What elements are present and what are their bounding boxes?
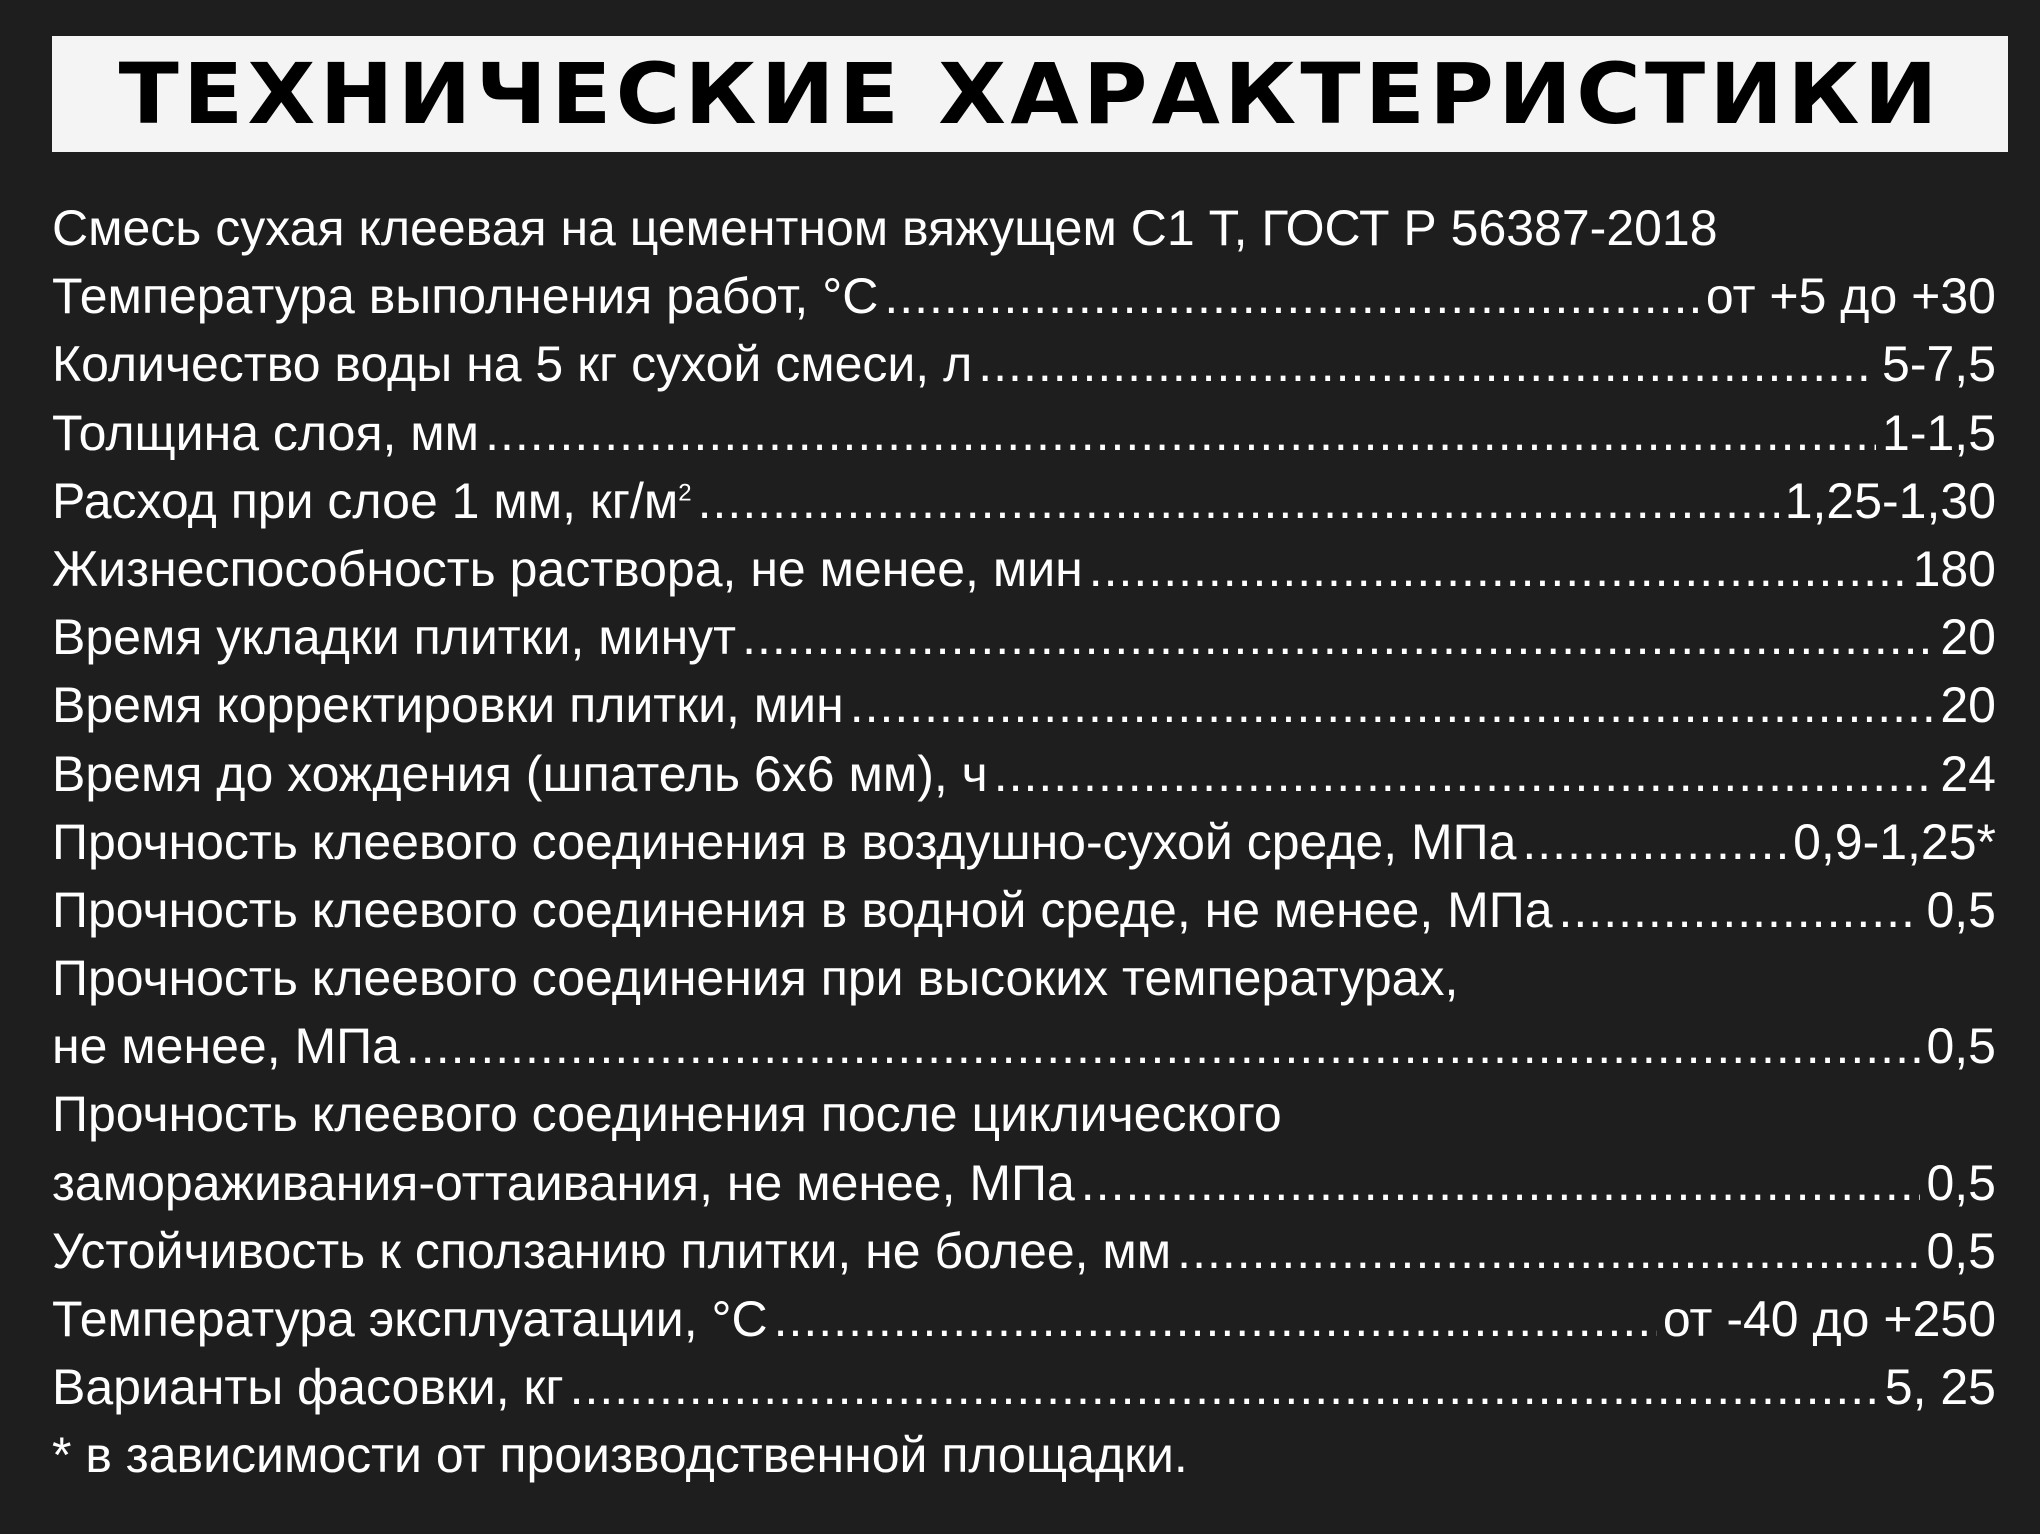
spec-label: Устойчивость к сползанию плитки, не более, мм [52,1222,1172,1279]
spec-row-layer-thickness [52,399,1996,467]
leader-dots [1081,1149,1921,1217]
spec-value: 0,5 [1926,1222,1996,1279]
leader-dots [570,1353,1879,1421]
title-banner [52,36,2008,152]
footnote: * в зависимости от производственной площадки. [52,1427,1188,1484]
leader-dots [698,467,1779,535]
spec-row-water-amount [52,330,1996,398]
spec-row-strength-dry [52,808,1996,876]
spec-row-work-temperature [52,262,1996,330]
leader-dots [1522,808,1787,876]
spec-value: от -40 до +250 [1662,1291,1996,1347]
leader-dots [485,399,1876,467]
spec-row-walk-time [52,740,1996,808]
spec-value: 24 [1940,745,1996,802]
leader-dots [406,1012,1921,1080]
spec-value: 1,25-1,30 [1784,472,1996,529]
spec-label: Время укладки плитки, минут [52,609,737,666]
leader-dots [774,1285,1657,1353]
leader-dots [884,262,1700,330]
intro-text: Смесь сухая клеевая на цементном вяжущем С1 Т, ГОСТ Р 56387-2018 [52,200,1718,256]
spec-row-packaging [52,1353,1996,1421]
spec-value: 0,5 [1926,1154,1996,1211]
spec-value: 1-1,5 [1882,404,1996,461]
leader-dots [1177,1217,1920,1285]
leader-dots [994,740,1935,808]
leader-dots [1089,535,1907,603]
spec-row-adjust-time [52,671,1996,739]
spec-label: Время до хождения (шпатель 6х6 мм), ч [52,745,988,802]
spec-value: 0,9-1,25* [1793,813,1996,870]
page-title: ТЕХНИЧЕСКИЕ ХАРАКТЕРИСТИКИ [118,45,1942,143]
superscript: 2 [678,479,692,507]
spec-label: Количество воды на 5 кг сухой смеси, л [52,336,973,393]
spec-row-laying-time [52,603,1996,671]
spec-row-strength-high-temp [52,1012,1996,1080]
spec-list [52,194,1996,1490]
spec-value: 20 [1940,677,1996,734]
spec-label: Толщина слоя, мм [52,404,480,461]
spec-row-strength-freeze-thaw [52,1149,1996,1217]
leader-dots [978,330,1876,398]
leader-dots [850,671,1935,739]
spec-label: не менее, МПа [52,1018,400,1075]
spec-label-wrap [52,467,692,535]
spec-label: Жизнеспособность раствора, не менее, мин [52,540,1083,597]
spec-label: Время корректировки плитки, мин [52,677,844,734]
spec-value: 5-7,5 [1882,336,1996,393]
spec-label: Расход при слое 1 мм, кг/м [52,472,679,529]
spec-label: замораживания-оттаивания, не менее, МПа [52,1154,1075,1211]
spec-label: Варианты фасовки, кг [52,1359,564,1416]
leader-dots [1559,876,1921,944]
spec-row-slip-resistance [52,1217,1996,1285]
spec-value: от +5 до +30 [1705,268,1996,325]
spec-label: Температура выполнения работ, °С [52,268,879,325]
spec-value: 5, 25 [1884,1359,1996,1416]
spec-row-pot-life [52,535,1996,603]
spec-value: 0,5 [1926,881,1996,938]
spec-row-strength-water [52,876,1996,944]
spec-row-consumption [52,467,1996,535]
spec-label-first-line: Прочность клеевого соединения при высоких температурах, [52,950,1459,1007]
spec-value: 180 [1912,540,1996,597]
spec-value: 20 [1940,609,1996,666]
spec-label: Температура эксплуатации, °С [52,1291,768,1347]
spec-label: Прочность клеевого соединения в воздушно-сухой среде, МПа [52,813,1517,870]
spec-label: Прочность клеевого соединения в водной среде, не менее, МПа [52,881,1553,938]
spec-label-first-line: Прочность клеевого соединения после циклического [52,1086,1282,1143]
leader-dots [742,603,1934,671]
spec-row-service-temperature [52,1285,1996,1353]
spec-value: 0,5 [1926,1018,1996,1075]
